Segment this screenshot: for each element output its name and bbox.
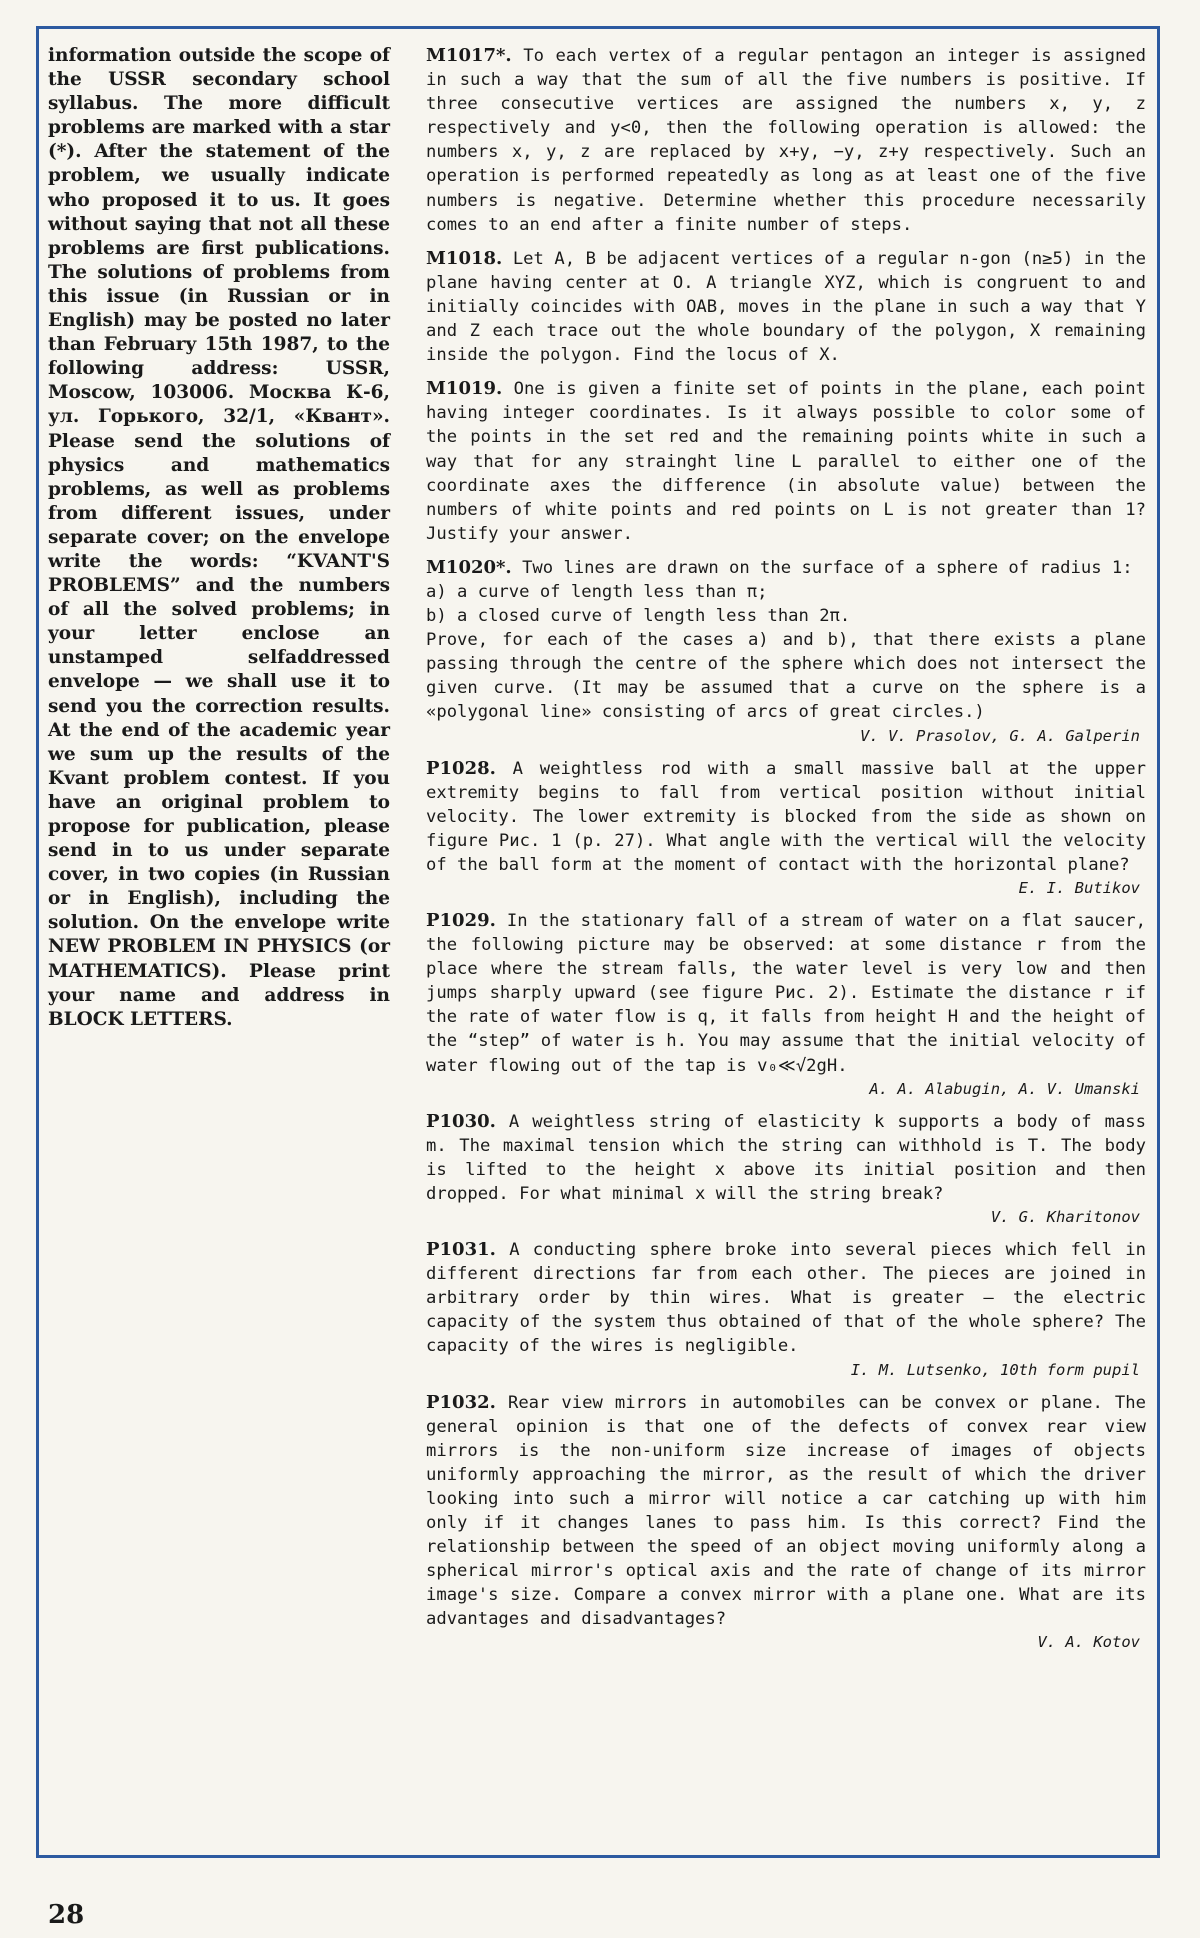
problem-text: A conducting sphere broke into several pieces which fell in different directions far from each other. The pieces are joined in arbitrary order by thin wires. What is greater — the electric capacity of the system thus obtained of that of the whole sphere? The capacity of the wires is negligible.	[426, 1240, 1146, 1357]
problem-text: A weightless string of elasticity k supports a body of mass m. The maximal tension which the string can withhold is T. The body is lifted to the height x above its initial position and then dropped. For what minimal x will the string break?	[426, 1111, 1146, 1204]
problem-text: In the stationary fall of a stream of water on a flat saucer, the following picture may be observed: at some distance r from the place where the stream falls, the water level is very low and then jumps sharply upward (see figure Рис. 2). Estimate the distance r if the rate of water flow is q, it falls from height H and the height of the “step” of water is h. You may assume that the initial velocity of water flowing out of the tap is v₀≪√2gH.	[426, 911, 1146, 1076]
problem-case-b: b) a closed curve of length less than 2π.	[426, 606, 851, 627]
problem-author: I. M. Lutsenko, 10th form pupil	[850, 1360, 1140, 1379]
problem-m1019	[426, 377, 1146, 546]
problem-case-a: a) a curve of length less than π;	[426, 581, 768, 602]
problem-text: One is given a finite set of points in the plane, each point having integer coordinates. Is it always possible to color some of the points in the set red and the remaining points white in such a way that for any strainght line L parallel to either one of the coordinate axes the difference (in absolute value) between the numbers of white points and red points on L is not greater than 1? Justify your answer.	[426, 379, 1146, 544]
problem-id: P1032.	[426, 1391, 496, 1413]
problem-id: P1029.	[426, 910, 496, 931]
problem-p1030	[426, 1110, 1146, 1228]
problem-text: Let A, B be adjacent vertices of a regular n-gon (n≥5) in the plane having center at O. A triangle XYZ, which is congruent to and initially coincides with OAB, moves in the plane in such a way that Y and Z each trace out the whole boundary of the polygon, X remaining inside the polygon. Find the locus of X.	[426, 248, 1146, 366]
problem-p1031	[426, 1238, 1146, 1380]
intro-column	[48, 44, 390, 1032]
problem-author: V. G. Kharitonov	[990, 1208, 1140, 1227]
problem-p1032	[426, 1391, 1146, 1654]
problem-id: P1028.	[426, 757, 496, 779]
problem-m1020	[426, 556, 1146, 747]
problems-column	[426, 44, 1146, 1663]
problem-id: P1031.	[426, 1239, 496, 1261]
problem-author: A. A. Alabugin, A. V. Umanski	[869, 1079, 1140, 1098]
problem-text-continued: Prove, for each of the cases a) and b), that there exists a plane passing through the centre of the sphere which does not intersect the given curve. (It may be assumed that a curve on the sphere is a «polygonal line» consisting of arcs of great circles.)	[426, 630, 1146, 723]
problem-author: E. I. Butikov	[1018, 879, 1140, 897]
problem-p1029	[426, 909, 1146, 1100]
problem-id: M1018.	[426, 247, 503, 269]
problem-text: Rear view mirrors in automobiles can be convex or plane. The general opinion is that one of the defects of convex rear view mirrors is the non-uniform size increase of images of objects uniformly approaching the mirror, as the result of which the driver looking into such a mirror will notice a car catching up with him only if it changes lanes to pass him. Is this correct? Find the relationship between the speed of an object moving uniformly along a spherical mirror's optical axis and the rate of change of its mirror image's size. Compare a convex mirror with a plane one. What are its advantages and disadvantages?	[426, 1392, 1146, 1630]
problem-id: M1017*.	[426, 45, 512, 66]
problem-id: M1020*.	[426, 556, 512, 578]
problem-author: V. A. Kotov	[1037, 1633, 1140, 1652]
page-number: 28	[48, 1900, 85, 1930]
problem-m1017	[426, 44, 1146, 237]
intro-text: information outside the scope of the USSR secondary school syllabus. The more difficult problems are marked with a star (*). After the statement of the problem, we usually indicate who proposed it to us. It goes without saying that not all these problems are first publications. The solutions of problems from this issue (in Russian or in English) may be posted no later than February 15th 1987, to the following address: USSR, Moscow, 103006. Москва К-6, ул. Горького, 32/1, «Квант». Please send the solutions of physics and mathematics problems, as well as problems from different issues, under separate cover; on the envelope write the words: “KVANT'S PROBLEMS” and the numbers of all the solved problems; in your letter enclose an unstamped selfaddressed envelope — we shall use it to send you the correction results. At the end of the academic year we sum up the results of the Kvant problem contest. If you have an original problem to propose for publication, please send in to us under separate cover, in two copies (in Russian or in English), including the solution. On the envelope write NEW PROBLEM IN PHYSICS (or MATHEMATICS). Please print your name and address in BLOCK LETTERS.	[48, 45, 390, 1030]
problem-text: To each vertex of a regular pentagon an integer is assigned in such a way that the sum of all the five numbers is positive. If three consecutive vertices are assigned the numbers x, y, z respectively and y<0, then the following operation is allowed: the numbers x, y, z are replaced by x+y, −y, z+y respectively. Such an operation is performed repeatedly as long as at least one of the five numbers is negative. Determine whether this procedure necessarily comes to an end after a finite number of steps.	[426, 46, 1146, 235]
problem-text: A weightless rod with a small massive ball at the upper extremity begins to fall from vertical position without initial velocity. The lower extremity is blocked from the side as shown on figure Рис. 1 (p. 27). What angle with the vertical will the velocity of the ball form at the moment of contact with the horizontal plane?	[426, 758, 1146, 875]
problem-author: V. V. Prasolov, G. A. Galperin	[860, 726, 1140, 745]
problem-m1018	[426, 247, 1146, 367]
problem-text: Two lines are drawn on the surface of a sphere of radius 1:	[522, 557, 1133, 578]
problem-id: P1030.	[426, 1110, 496, 1132]
problem-p1028	[426, 757, 1146, 899]
problem-id: M1019.	[426, 378, 503, 400]
